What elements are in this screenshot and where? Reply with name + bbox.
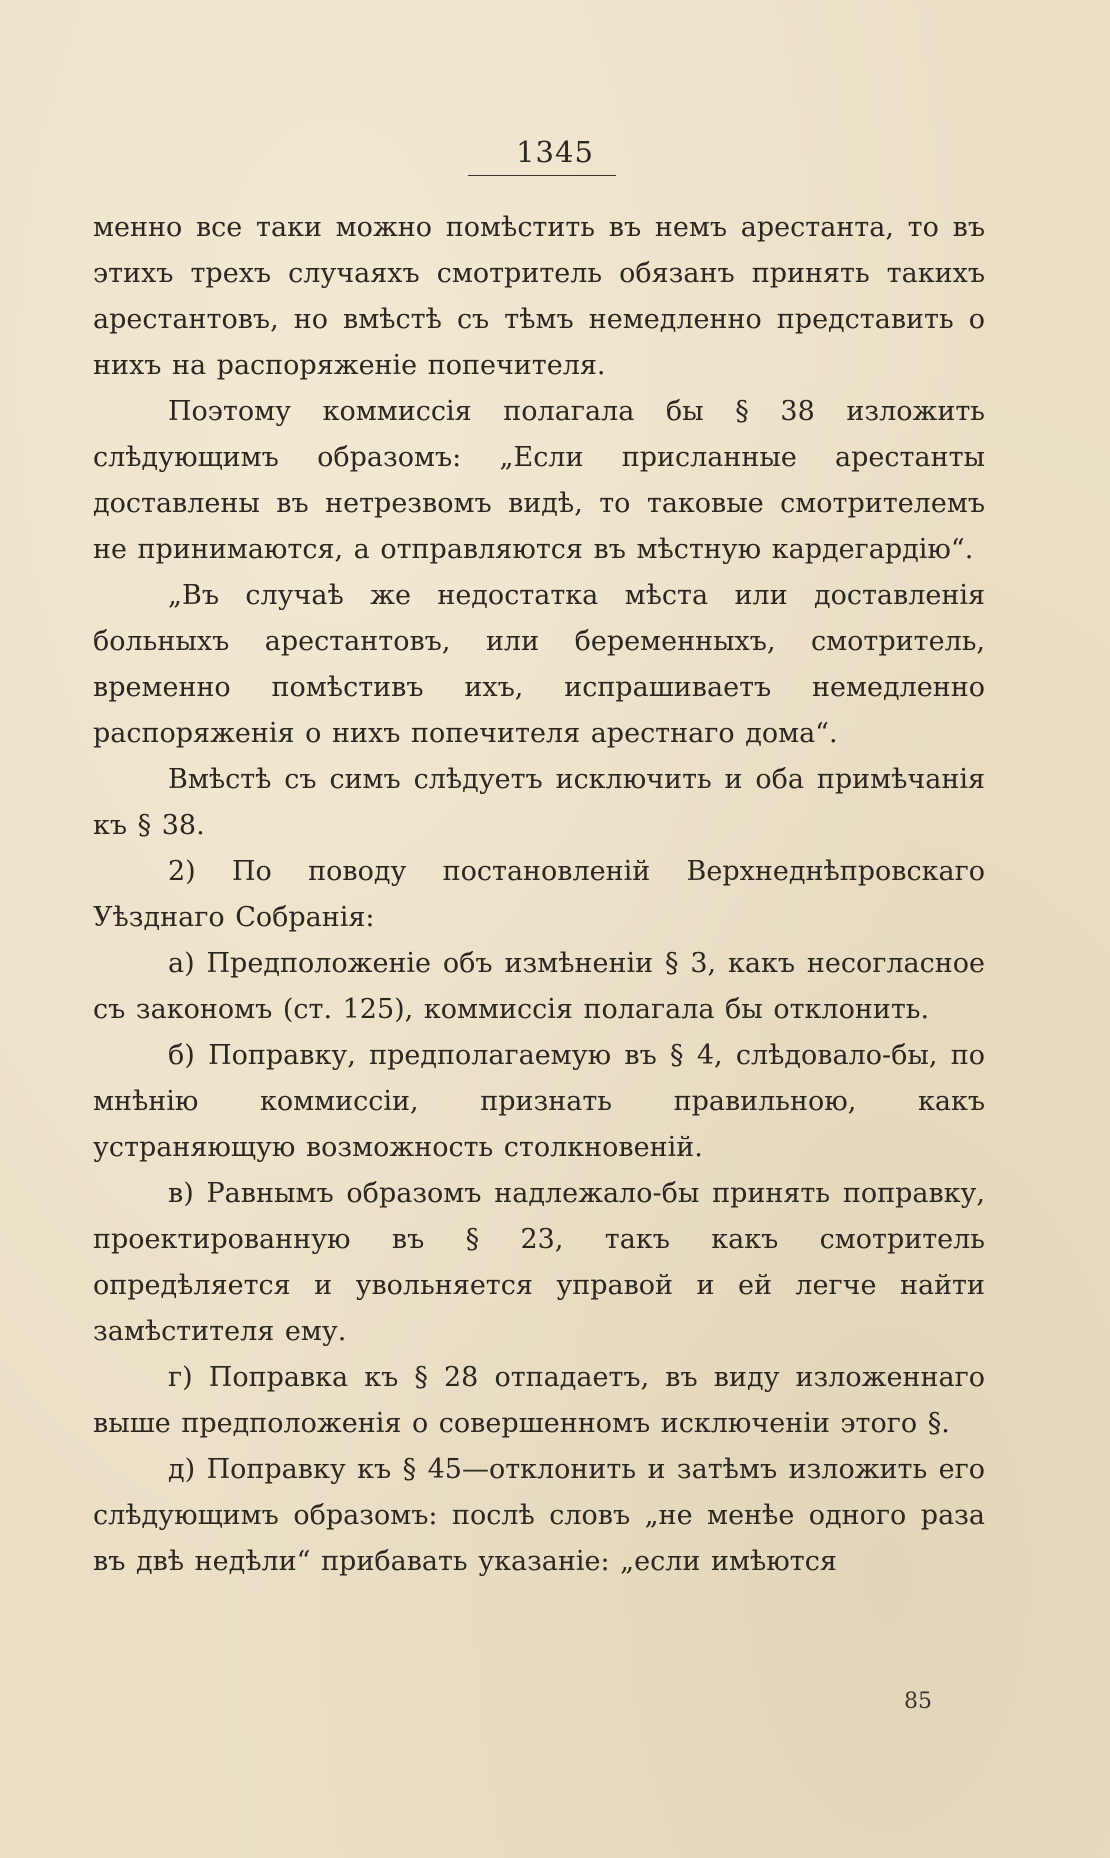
- signature-mark: 85: [904, 1689, 932, 1714]
- paragraph: „Въ случаѣ же недостатка мѣста или доставленія больныхъ арестантовъ, или беременныхъ, смотритель, временно помѣстивъ ихъ, испрашиваетъ немедленно распоряженія о нихъ попечителя арестнаго дома“.: [93, 580, 985, 749]
- body-text: [93, 205, 985, 1585]
- paragraph: Поэтому коммиссія полагала бы § 38 изложить слѣдующимъ образомъ: „Если присланные арестанты доставлены въ нетрезвомъ видѣ, то таковые смотрителемъ не принимаются, а отправляются въ мѣстную кардегардію“.: [93, 396, 985, 565]
- paragraph: д) Поправку къ § 45—отклонить и затѣмъ изложить его слѣдующимъ образомъ: послѣ словъ „не менѣе одного раза въ двѣ недѣли“ прибавать указаніе: „если имѣются: [93, 1454, 985, 1577]
- paragraph: г) Поправка къ § 28 отпадаетъ, въ виду изложеннаго выше предположенія о совершенномъ исключеніи этого §.: [93, 1362, 985, 1439]
- page-number-rule: [468, 175, 616, 176]
- paragraph: а) Предположеніе объ измѣненіи § 3, какъ несогласное съ закономъ (ст. 125), коммиссія полагала бы отклонить.: [93, 948, 985, 1025]
- paragraph: 2) По поводу постановленій Верхнеднѣпровскаго Уѣзднаго Собранія:: [93, 856, 985, 933]
- paragraph: менно все таки можно помѣстить въ немъ арестанта, то въ этихъ трехъ случаяхъ смотритель обязанъ принять такихъ арестантовъ, но вмѣстѣ съ тѣмъ немедленно представить о нихъ на распоряженіе попечителя.: [93, 212, 985, 381]
- page-number: 1345: [516, 135, 594, 169]
- paragraph: б) Поправку, предполагаемую въ § 4, слѣдовало-бы, по мнѣнію коммиссіи, признать правильною, какъ устраняющую возможность столкновеній.: [93, 1040, 985, 1163]
- paragraph: в) Равнымъ образомъ надлежало-бы принять поправку, проектированную въ § 23, такъ какъ смотритель опредѣляется и увольняется управой и ей легче найти замѣстителя ему.: [93, 1178, 985, 1347]
- paragraph: Вмѣстѣ съ симъ слѣдуетъ исключить и оба примѣчанія къ § 38.: [93, 764, 985, 841]
